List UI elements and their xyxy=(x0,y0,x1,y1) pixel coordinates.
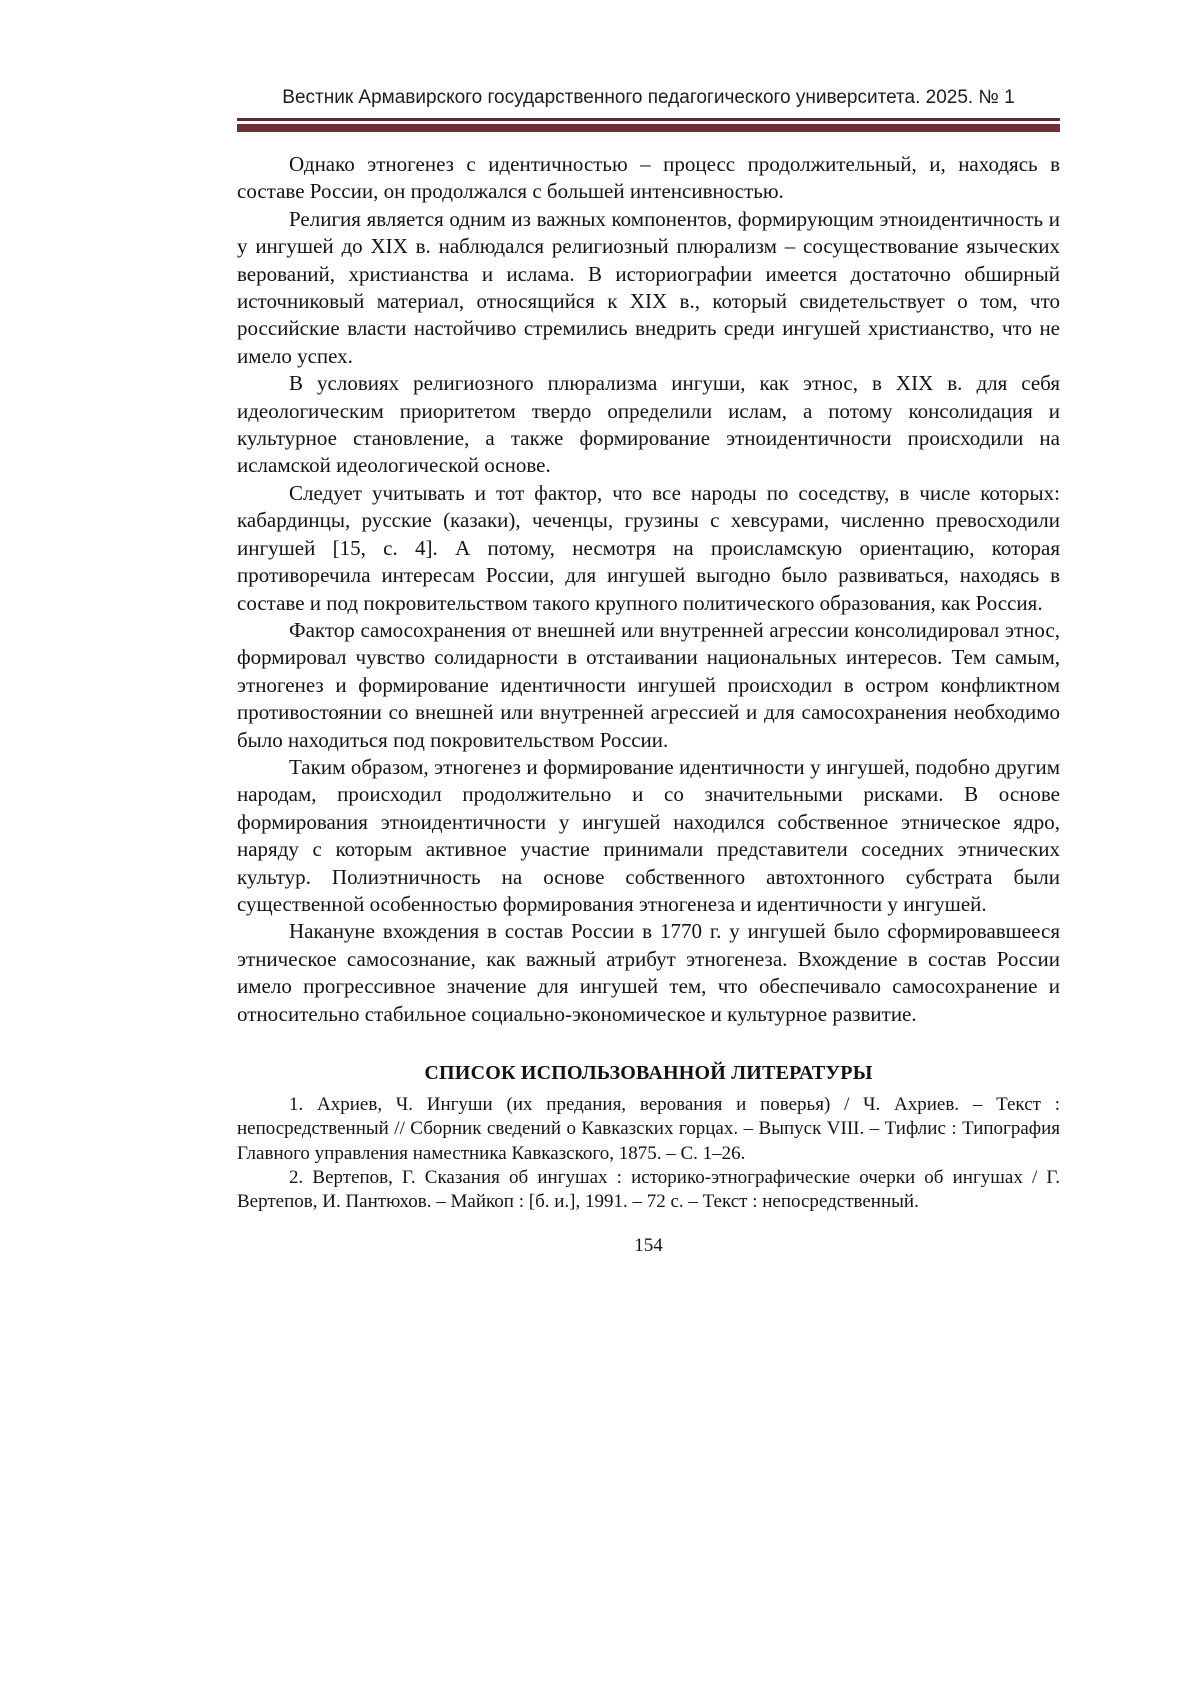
reference-item: 1. Ахриев, Ч. Ингуши (их предания, верования и поверья) / Ч. Ахриев. – Текст : непосредственный // Сборник сведений о Кавказских горцах. – Выпуск VIII. – Тифлис : Типография Главного управления наместника Кавказского, 1875. – С. 1–26. xyxy=(237,1094,1060,1164)
header-rule xyxy=(237,118,1060,132)
bibliography xyxy=(237,1093,1060,1214)
body-paragraph: Фактор самосохранения от внешней или внутренней агрессии консолидировал этнос, формировал чувство солидарности в отстаивании национальных интересов. Тем самым, этногенез и формирование идентичности ингушей происходил в остром конфликтном противостоянии со внешней или внутренней агрессией и для самосохранения необходимо было находиться под покровительством России. xyxy=(237,617,1060,752)
page-number: 154 xyxy=(634,1235,663,1257)
body-paragraph: Однако этногенез с идентичностью – процесс продолжительный, и, находясь в составе России, он продолжался с большей интенсивностью. xyxy=(237,152,1060,204)
body-paragraph: Следует учитывать и тот фактор, что все народы по соседству, в числе которых: кабардинцы, русские (казаки), чеченцы, грузины с хевсурами, численно превосходили ингушей [15, с. 4]. А потому, несмотря на происламскую ориентацию, которая противоречила интересам России, для ингушей выгодно было развиваться, находясь в составе и под покровительством такого крупного политического образования, как Россия. xyxy=(237,480,1060,615)
body-paragraph: Накануне вхождения в состав России в 1770 г. у ингушей было сформировавшееся этническое самосознание, как важный атрибут этногенеза. Вхождение в состав России имело прогрессивное значение для ингушей тем, что обеспечивало самосохранение и относительно стабильное социально-экономическое и культурное развитие. xyxy=(237,919,1060,1026)
header-rule-thick-bar xyxy=(237,124,1060,132)
running-header: Вестник Армавирского государственного педагогического университета. 2025. № 1 xyxy=(282,87,1015,108)
page-content xyxy=(237,0,1060,1257)
body-paragraph: Религия является одним из важных компонентов, формирующим этноидентичность и у ингушей до XIX в. наблюдался религиозный плюрализм – сосуществование языческих верований, христианства и ислама. В историографии имеется достаточно обширный источниковый материал, относящийся к XIX в., который свидетельствует о том, что российские власти настойчиво стремились внедрить среди ингушей христианство, что не имело успех. xyxy=(237,206,1060,368)
bibliography-heading: СПИСОК ИСПОЛЬЗОВАННОЙ ЛИТЕРАТУРЫ xyxy=(424,1062,873,1084)
reference-item: 2. Вертепов, Г. Сказания об ингушах : историко-этнографические очерки об ингушах / Г. Вертепов, И. Пантюхов. – Майкоп : [б. и.], 1991. – 72 с. – Текст : непосредственный. xyxy=(237,1166,1060,1213)
article-body xyxy=(237,151,1060,1028)
body-paragraph: Таким образом, этногенез и формирование идентичности у ингушей, подобно другим народам, происходил продолжительно и со значительными рисками. В основе формирования этноидентичности у ингушей находился собственное этническое ядро, наряду с которым активное участие принимали представители соседних этнических культур. Полиэтничность на основе собственного автохтонного субстрата были существенной особенностью формирования этногенеза и идентичности у ингушей. xyxy=(237,754,1060,916)
body-paragraph: В условиях религиозного плюрализма ингуши, как этнос, в XIX в. для себя идеологическим приоритетом твердо определили ислам, а потому консолидация и культурное становление, а также формирование этноидентичности происходили на исламской идеологической основе. xyxy=(237,371,1060,478)
